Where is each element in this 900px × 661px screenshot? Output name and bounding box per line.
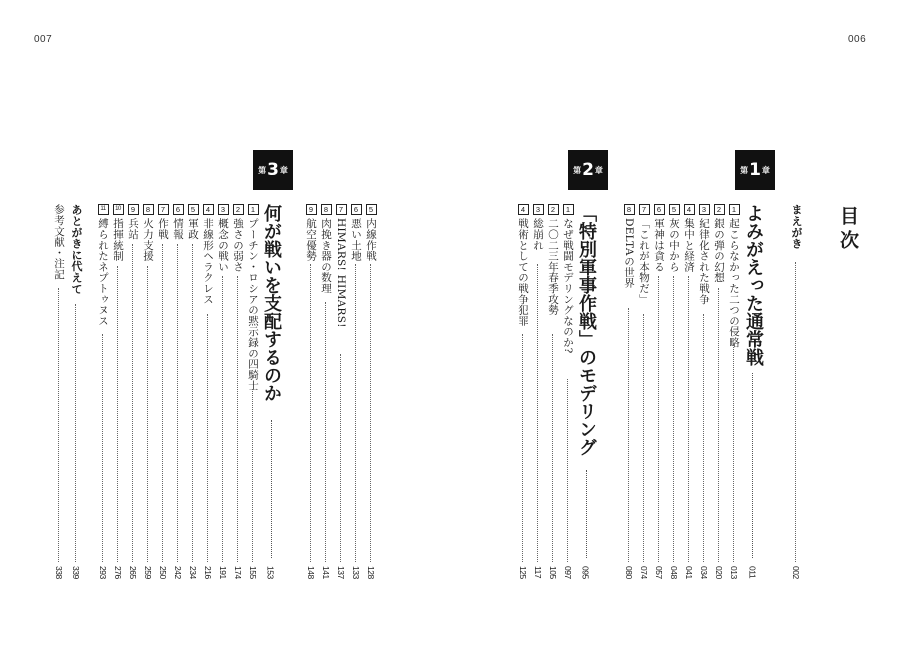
entry-page: 216 [203,566,213,579]
toc-entry[interactable] [187,204,199,592]
leader-dots [658,276,659,562]
entry-title: 強さの弱さ [232,218,244,272]
item-number: 5 [669,204,680,215]
item-number: 4 [518,204,529,215]
entry-title: 紀律化された戦争 [698,218,710,305]
entry-title: 起こらなかった二つの侵略 [728,218,740,348]
toc-entry[interactable] [127,204,139,592]
entry-page: 148 [306,566,316,579]
item-number: 3 [699,204,710,215]
entry-page: 339 [71,566,81,579]
item-number: 4 [684,204,695,215]
toc-entry[interactable] [532,204,544,592]
item-number: 10 [113,204,124,215]
entry-title: なぜ戦闘モデリングなのか? [562,218,574,354]
entry-title: 参考文献・注記 [53,204,65,280]
toc-entry[interactable] [683,204,695,592]
toc-entry[interactable] [97,204,109,592]
item-number: 7 [158,204,169,215]
leader-dots [340,354,341,562]
entry-page: 020 [714,566,724,579]
entry-title: 概念の戦い [217,218,229,272]
item-number: 6 [654,204,665,215]
leader-dots [752,373,753,558]
item-number: 8 [143,204,154,215]
entry-title: 肉挽き器の数理 [320,218,332,294]
item-number: 1 [729,204,740,215]
item-number: 11 [98,204,109,215]
entry-title: まえがき [790,204,803,250]
item-number: 7 [336,204,347,215]
entry-page: 117 [533,566,543,579]
item-number: 2 [233,204,244,215]
entry-title: 灰の中から [668,218,680,272]
chapter-2-badge: 第 2 章 [568,150,608,190]
chapter-3-page: 153 [265,566,276,579]
chapter-1-badge: 第 1 章 [735,150,775,190]
toc-entry[interactable] [728,204,740,592]
entry-page: 048 [669,566,679,579]
leader-dots [567,379,568,562]
leader-dots [537,264,538,562]
leader-dots [643,314,644,562]
toc-entry-references[interactable] [53,204,65,592]
toc-entry[interactable] [142,204,154,592]
entry-title: 軍政 [187,218,199,240]
chapter-1-title[interactable]: よみがえった通常戦 [743,204,764,366]
entry-page: 234 [188,566,198,579]
toc-entry[interactable] [350,204,362,592]
toc-entry[interactable] [157,204,169,592]
toc-entry[interactable] [547,204,559,592]
entry-title: 内線作戦 [365,218,377,262]
entry-page: 074 [639,566,649,579]
entry-page: 133 [351,566,361,579]
toc-entry[interactable] [305,204,317,592]
entry-title: 火力支援 [142,218,154,262]
chapter-3-title[interactable]: 何が戦いを支配するのか [261,204,282,402]
entry-page: 097 [563,566,573,579]
chapter-1-page: 011 [747,566,758,579]
item-number: 2 [548,204,559,215]
leader-dots [628,308,629,562]
entry-title: HIMARS! HIMARS! [335,218,347,328]
chapter-2-title[interactable]: 「特別軍事作戦」のモデリング [576,204,597,456]
entry-title: DELTAの世界 [623,218,635,289]
leader-dots [795,262,796,562]
page-number-right: 006 [848,34,867,45]
entry-page: 191 [218,566,228,579]
item-number: 9 [128,204,139,215]
leader-dots [552,334,553,562]
leader-dots [222,276,223,562]
entry-page: 057 [654,566,664,579]
toc-entry-afterword[interactable] [70,204,82,592]
entry-page: 338 [54,566,64,579]
leader-dots [192,244,193,562]
toc-entry[interactable] [562,204,574,592]
leader-dots [733,344,734,562]
item-number: 8 [321,204,332,215]
leader-dots [271,420,272,558]
toc-entry[interactable] [247,204,259,592]
entry-page: 013 [729,566,739,579]
entry-page: 293 [98,566,108,579]
entry-page: 276 [113,566,123,579]
leader-dots [586,470,587,558]
leader-dots [177,244,178,562]
leader-dots [117,266,118,562]
entry-page: 265 [128,566,138,579]
leader-dots [703,314,704,562]
toc-entry[interactable] [335,204,347,592]
entry-title: プーチン・ロシアの黙示録の四騎士 [247,218,259,391]
item-number: 6 [351,204,362,215]
leader-dots [370,264,371,562]
leader-dots [718,288,719,562]
toc-entry[interactable] [365,204,377,592]
entry-title: 戦術としての戦争犯罪 [517,218,529,326]
entry-title: 情報 [172,218,184,240]
toc-entry[interactable] [638,204,650,592]
toc-entry[interactable] [653,204,665,592]
toc-entry[interactable] [517,204,529,592]
leader-dots [252,389,253,562]
item-number: 5 [188,204,199,215]
item-number: 5 [366,204,377,215]
toc-entry[interactable] [698,204,710,592]
entry-page: 125 [518,566,528,579]
entry-title: 作戦 [157,218,169,240]
item-number: 1 [563,204,574,215]
item-number: 8 [624,204,635,215]
leader-dots [132,244,133,562]
entry-page: 128 [366,566,376,579]
entry-title: 二〇二三年春季攻勢 [547,218,559,316]
toc-entry[interactable] [668,204,680,592]
entry-page: 034 [699,566,709,579]
entry-title: 軍神は貪る [653,218,665,272]
entry-title: 総崩れ [532,218,544,251]
item-number: 9 [306,204,317,215]
leader-dots [75,304,76,562]
item-number: 3 [533,204,544,215]
item-number: 1 [248,204,259,215]
toc-entry[interactable] [320,204,332,592]
toc-entry[interactable] [172,204,184,592]
entry-page: 080 [624,566,634,579]
leader-dots [688,276,689,562]
entry-page: 155 [248,566,258,579]
entry-title: 縛られたネプトゥヌス [97,218,109,326]
leader-dots [237,276,238,562]
chapter-2-page: 095 [580,566,591,579]
toc-entry[interactable] [217,204,229,592]
toc-entry[interactable] [713,204,725,592]
entry-page: 141 [321,566,331,579]
item-number: 3 [218,204,229,215]
item-number: 7 [639,204,650,215]
item-number: 4 [203,204,214,215]
item-number: 2 [714,204,725,215]
toc-entry[interactable] [623,204,635,592]
leader-dots [673,276,674,562]
item-number: 6 [173,204,184,215]
leader-dots [147,266,148,562]
entry-page: 174 [233,566,243,579]
entry-title: 非線形ヘラクレス [202,218,214,305]
toc-title: 目次 [837,206,859,254]
entry-page: 242 [173,566,183,579]
entry-title: 「これが本物だ」 [638,218,650,305]
leader-dots [207,314,208,562]
entry-page: 041 [684,566,694,579]
entry-title: 悪い土地 [350,218,362,262]
entry-title: あとがきに代えて [70,204,83,295]
leader-dots [355,264,356,562]
toc-entry[interactable] [202,204,214,592]
leader-dots [162,244,163,562]
leader-dots [58,288,59,562]
entry-page: 105 [548,566,558,579]
leader-dots [310,264,311,562]
chapter-3-badge: 第 3 章 [253,150,293,190]
entry-title: 兵站 [127,218,139,240]
entry-page: 137 [336,566,346,579]
page-number-left: 007 [34,34,53,45]
entry-page: 250 [158,566,168,579]
toc-entry[interactable] [232,204,244,592]
entry-title: 集中と経済 [683,218,695,272]
entry-title: 航空優勢 [305,218,317,262]
entry-title: 銀の弾の幻想 [713,218,725,283]
toc-entry[interactable] [112,204,124,592]
entry-title: 指揮統制 [112,218,124,262]
toc-entry-maegaki[interactable] [790,204,802,592]
entry-page: 259 [143,566,153,579]
leader-dots [522,334,523,562]
leader-dots [325,302,326,562]
leader-dots [102,334,103,562]
entry-page: 002 [791,566,801,579]
